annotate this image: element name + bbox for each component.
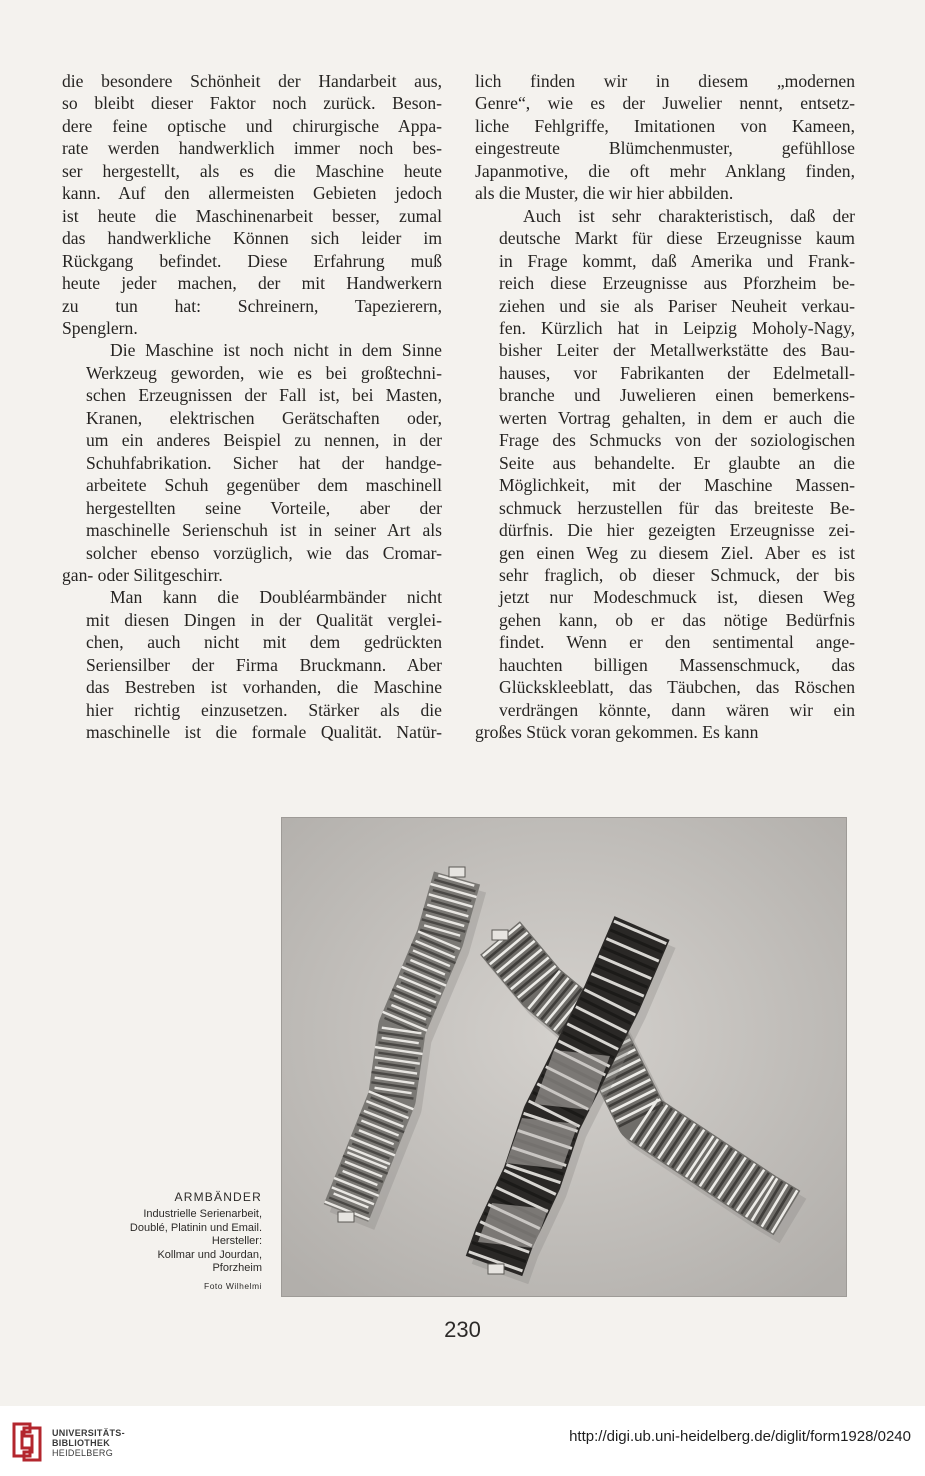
text-line: sehr fraglich, ob dieser Schmuck, der bis bbox=[499, 564, 855, 585]
text-line: hier richtig einzusetzen. Stärker als die bbox=[86, 699, 442, 720]
text-line: Spenglern. bbox=[62, 317, 138, 338]
paragraph bbox=[475, 70, 855, 205]
text-line: hauchten billigen Massenschmuck, das bbox=[499, 654, 855, 675]
library-name bbox=[52, 1428, 125, 1458]
text-line: großes Stück voran gekommen. Es kann bbox=[475, 722, 759, 743]
text-line: hergestellten seine Vorteile, aber der bbox=[86, 497, 442, 518]
text-line: Seite aus behandelte. Er glaubte an die bbox=[499, 452, 855, 473]
text-line: ziehen und sie als Pariser Neuheit verkau- bbox=[499, 295, 855, 316]
text-line: hauses, vor Fabrikanten der Edelmetall- bbox=[499, 362, 855, 383]
library-name-line: BIBLIOTHEK bbox=[52, 1438, 110, 1448]
text-line: in Frage kommt, daß Amerika und Frank- bbox=[499, 250, 855, 271]
ub-heidelberg-logo-icon bbox=[10, 1418, 44, 1464]
text-line: reich diese Erzeugnisse aus Pforzheim be- bbox=[499, 273, 855, 294]
text-line: deutsche Markt für diese Erzeugnisse kaum bbox=[499, 228, 855, 249]
bracelets-photograph bbox=[281, 817, 847, 1297]
text-line: fen. Kürzlich hat in Leipzig Moholy-Nagy, bbox=[499, 317, 855, 338]
text-line: maschinelle ist die formale Qualität. Natür- bbox=[86, 722, 442, 743]
bracelet-clasp bbox=[449, 867, 465, 877]
text-line: ist heute die Maschinenarbeit besser, zumal bbox=[62, 205, 442, 226]
text-line: Japanmotive, die oft mehr Anklang finden, bbox=[475, 160, 855, 181]
paragraph bbox=[62, 586, 442, 743]
text-line: jetzt nur Modeschmuck ist, diesen Weg bbox=[499, 587, 855, 608]
right-text-column bbox=[475, 70, 855, 744]
text-line: Kranen, elektrischen Gerätschaften oder, bbox=[86, 407, 442, 428]
page-number: 230 bbox=[444, 1317, 481, 1342]
text-line: verdrängen könnte, dann wären wir ein bbox=[499, 699, 855, 720]
source-url-link[interactable]: http://digi.ub.uni-heidelberg.de/diglit/form1928/0240 bbox=[569, 1428, 911, 1445]
digitization-footer bbox=[0, 1406, 925, 1476]
photo-credit: Foto Wilhelmi bbox=[204, 1280, 262, 1291]
text-line: Glückskleeblatt, das Täubchen, das Röschen bbox=[499, 677, 855, 698]
caption-line: Industrielle Serienarbeit, bbox=[143, 1208, 262, 1220]
caption-lines bbox=[80, 1208, 262, 1276]
text-line: das handwerkliche Können sich leider im bbox=[62, 228, 442, 249]
text-line: Genre“, wie es der Juwelier nennt, entsetz- bbox=[475, 93, 855, 114]
text-line: werten Vortrag gehalten, in dem er auch die bbox=[499, 407, 855, 428]
library-name-line: HEIDELBERG bbox=[52, 1448, 114, 1458]
text-line: arbeitete Schuh gegenüber dem maschinell bbox=[86, 475, 442, 496]
bracelet-clasp bbox=[338, 1212, 354, 1222]
text-line: Rückgang befindet. Diese Erfahrung muß bbox=[62, 250, 442, 271]
text-line: solcher ebenso vorzüglich, wie das Cromar- bbox=[86, 542, 442, 563]
text-line: ser hergestellt, als es die Maschine heute bbox=[62, 160, 442, 181]
library-name-line: UNIVERSITÄTS- bbox=[52, 1428, 125, 1438]
text-line: Werkzeug geworden, wie es bei großtechni- bbox=[86, 362, 442, 383]
text-line: als die Muster, die wir hier abbilden. bbox=[475, 183, 734, 204]
text-line: schen Erzeugnissen der Fall ist, bei Masten, bbox=[86, 385, 442, 406]
bracelet-clasp bbox=[488, 1264, 504, 1274]
text-line: die besondere Schönheit der Handarbeit aus, bbox=[62, 71, 442, 91]
text-line: mit diesen Dingen in der Qualität verglei- bbox=[86, 609, 442, 630]
text-line: Auch ist sehr charakteristisch, daß der bbox=[523, 205, 855, 226]
text-line: lich finden wir in diesem „modernen bbox=[475, 71, 855, 91]
text-line: Frage des Schmucks von der soziologischen bbox=[499, 430, 855, 451]
caption-line: Hersteller: bbox=[211, 1235, 262, 1248]
text-line: dere feine optische und chirurgische Appa- bbox=[62, 115, 442, 136]
text-line: heute jeder machen, der mit Handwerkern bbox=[62, 273, 442, 294]
text-line: Schuhfabrikation. Sicher hat der handge- bbox=[86, 452, 442, 473]
text-line: branche und Juwelieren einen bemerkens- bbox=[499, 385, 855, 406]
text-line: gan- oder Silitgeschirr. bbox=[62, 564, 223, 585]
paragraph bbox=[62, 339, 442, 586]
bracelet-clasp bbox=[492, 930, 508, 940]
text-line: Seriensilber der Firma Bruckmann. Aber bbox=[86, 654, 442, 675]
caption-title: ARMBÄNDER bbox=[174, 1190, 262, 1204]
text-line: liche Fehlgriffe, Imitationen von Kameen, bbox=[475, 115, 855, 136]
text-line: maschinelle Serienschuh ist in seiner Art als bbox=[86, 520, 442, 541]
text-line: das Bestreben ist vorhanden, die Maschine bbox=[86, 677, 442, 698]
text-line: Möglichkeit, mit der Maschine Massen- bbox=[499, 475, 855, 496]
caption-line: Pforzheim bbox=[212, 1262, 262, 1275]
text-line: dürfnis. Die hier gezeigten Erzeugnisse zei- bbox=[499, 520, 855, 541]
text-line: gehen kann, ob er das nötige Bedürfnis bbox=[499, 609, 855, 630]
text-line: chen, auch nicht mit dem gedrückten bbox=[86, 632, 442, 653]
caption-line: Kollmar und Jourdan, bbox=[157, 1248, 262, 1261]
paragraph bbox=[475, 205, 855, 744]
text-line: rate werden handwerklich immer noch bes- bbox=[62, 138, 442, 159]
left-text-column bbox=[62, 70, 442, 744]
text-line: Man kann die Doubléarmbänder nicht bbox=[110, 587, 442, 608]
text-line: zu tun hat: Schreinern, Tapezierern, bbox=[62, 295, 442, 316]
paragraph bbox=[62, 70, 442, 339]
text-line: kann. Auf den allermeisten Gebieten jedoch bbox=[62, 183, 442, 204]
text-line: gen einen Weg zu diesem Ziel. Aber es ist bbox=[499, 542, 855, 563]
text-line: Die Maschine ist noch nicht in dem Sinne bbox=[110, 340, 442, 361]
caption-line: Doublé, Platinin und Email. bbox=[129, 1221, 262, 1234]
text-line: um ein anderes Beispiel zu nennen, in der bbox=[86, 430, 442, 451]
text-line: findet. Wenn er den sentimental ange- bbox=[499, 632, 855, 653]
text-line: so bleibt dieser Faktor noch zurück. Beson- bbox=[62, 93, 442, 114]
text-line: schmuck herzustellen für das breiteste Be- bbox=[499, 497, 855, 518]
photo-caption bbox=[80, 1190, 262, 1291]
text-line: eingestreute Blümchenmuster, gefühllose bbox=[475, 138, 855, 159]
text-line: bisher Leiter der Metallwerkstätte des Bau- bbox=[499, 340, 855, 361]
